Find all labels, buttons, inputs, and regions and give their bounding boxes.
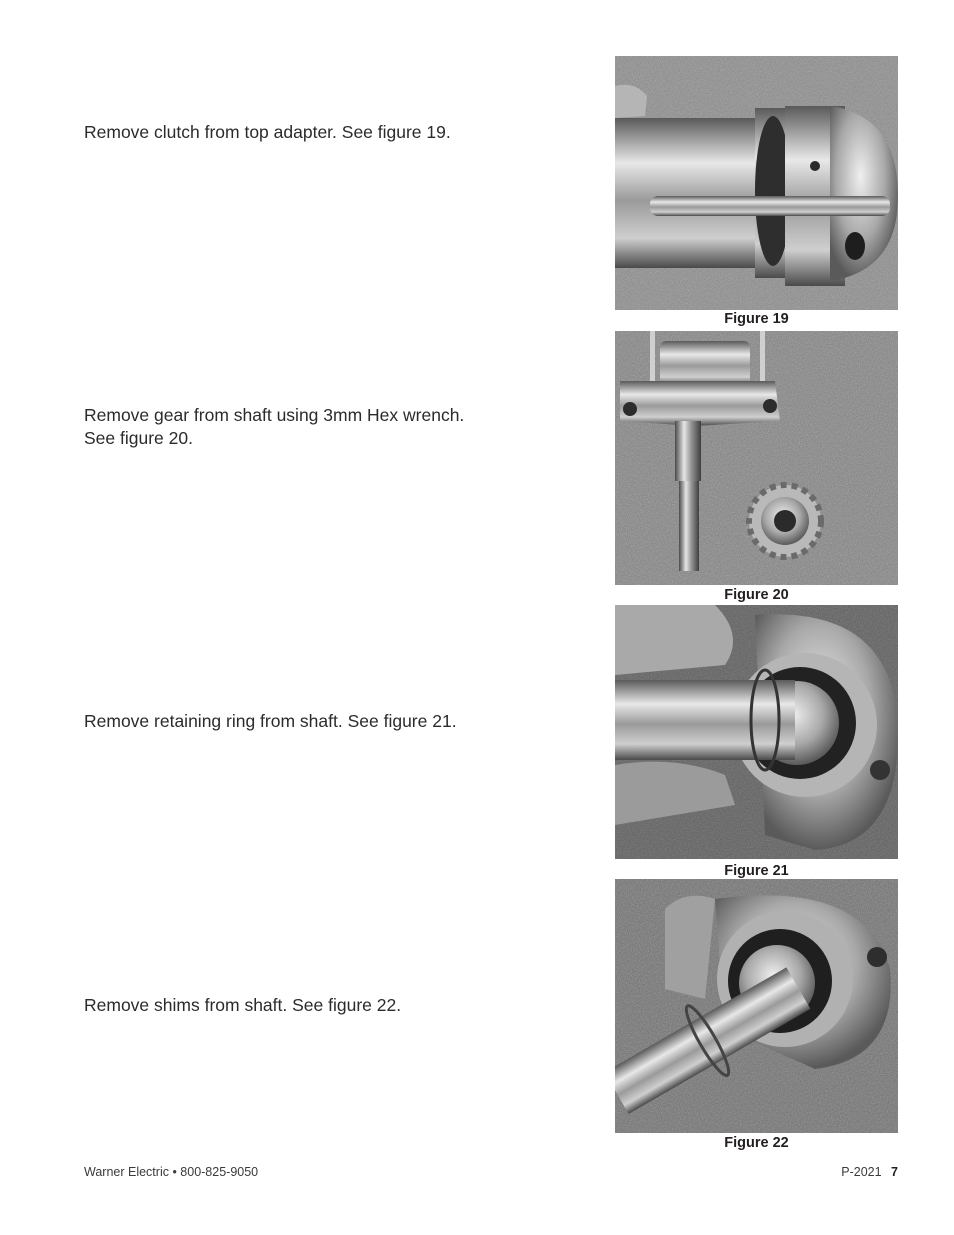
figure-20-caption: Figure 20 [724,587,789,603]
footer-page-number: 7 [891,1165,898,1179]
step-22-text: Remove shims from shaft. See figure 22. [84,995,402,1015]
figure-21-photo [615,605,898,859]
step-20-text [84,404,564,450]
figure-22-caption: Figure 22 [724,1135,789,1151]
footer-doc-number: P-2021 [841,1165,882,1179]
step-19-text: Remove clutch from top adapter. See figure 19. [84,122,451,142]
step-21-text: Remove retaining ring from shaft. See figure 21. [84,711,457,731]
figure-22-photo [615,879,898,1133]
figure-20-photo [615,331,898,585]
step-20-line-1: Remove gear from shaft using 3mm Hex wrench. [84,405,465,425]
figure-21-caption: Figure 21 [724,863,789,879]
footer-doc-page [841,1165,898,1179]
figure-19-photo [615,56,898,310]
figure-19-caption: Figure 19 [724,311,789,327]
footer-company-phone: Warner Electric • 800-825-9050 [84,1165,259,1179]
step-20-line-2: See figure 20. [84,428,193,448]
